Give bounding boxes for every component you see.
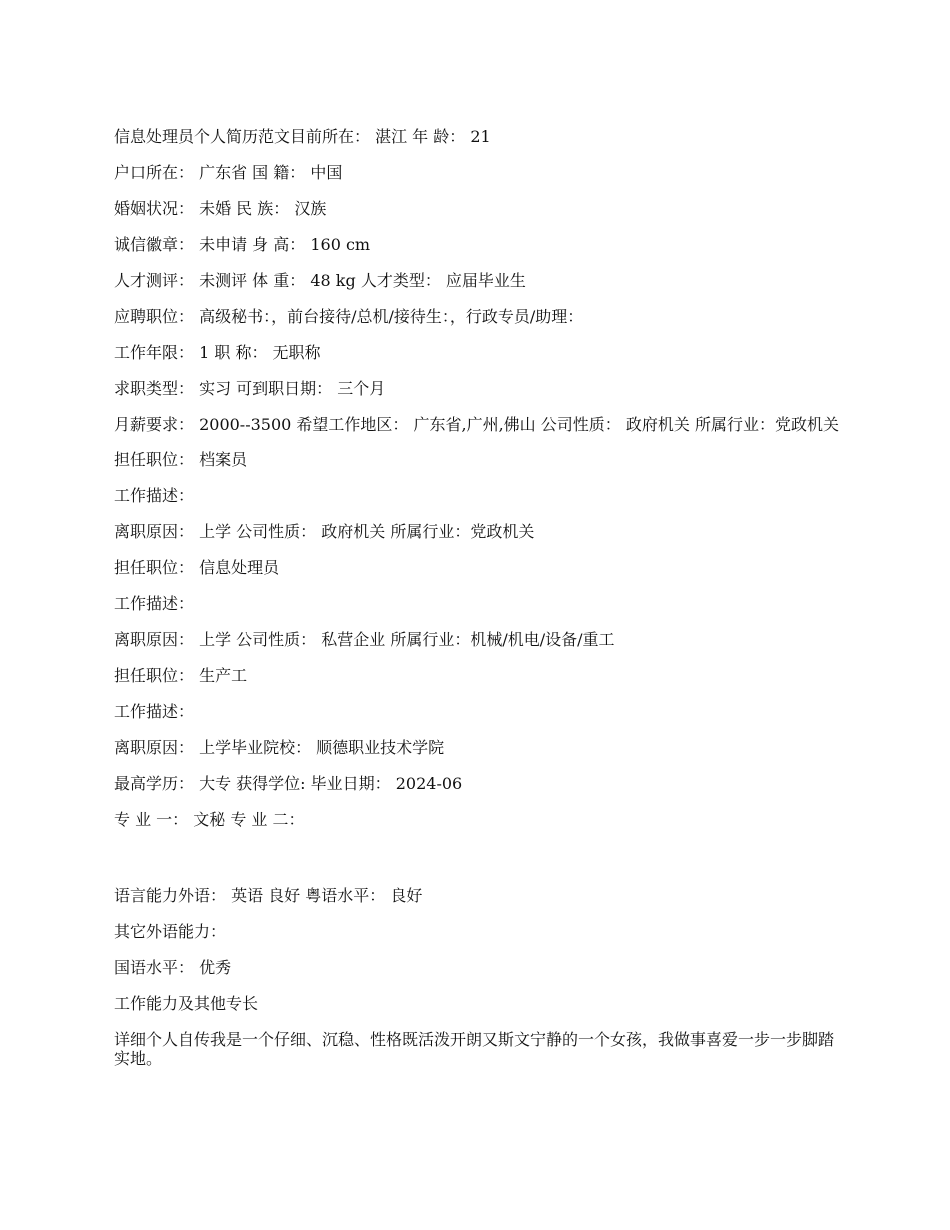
work-description-label-3: 工作描述： [114,702,195,721]
work-description-label-1: 工作描述： [114,486,195,505]
leave-reason-school-line: 离职原因： 上学毕业院校： 顺德职业技术学院 [114,738,445,757]
education-line: 最高学历： 大专 获得学位: 毕业日期： 2024-06 [114,774,463,793]
work-description-label-2: 工作描述： [114,594,195,613]
current-location-age-line: 信息处理员个人简历范文目前所在： 湛江 年 龄： 21 [114,127,491,146]
position-info-processor-line: 担任职位： 信息处理员 [114,558,280,577]
marital-ethnicity-line: 婚姻状况： 未婚 民 族： 汉族 [114,199,327,218]
self-introduction-line: 详细个人自传我是一个仔细、沉稳、性格既活泼开朗又斯文宁静的一个女孩，我做事喜爱一步一步脚踏实地。 [114,1030,835,1068]
mandarin-level-line: 国语水平： 优秀 [114,958,232,977]
major-line: 专 业 一： 文秘 专 业 二： [114,810,305,829]
household-nationality-line: 户口所在： 广东省 国 籍： 中国 [114,163,343,182]
position-archivist-line: 担任职位： 档案员 [114,450,248,469]
leave-reason-line-1: 离职原因： 上学 公司性质： 政府机关 所属行业：党政机关 [114,522,535,541]
leave-reason-line-2: 离职原因： 上学 公司性质： 私营企业 所属行业：机械/机电/设备/重工 [114,630,615,649]
language-ability-line: 语言能力外语： 英语 良好 粤语水平： 良好 [114,886,423,905]
section-gap [114,846,840,886]
resume-document [114,127,840,1084]
experience-title-line: 工作年限： 1 职 称： 无职称 [114,343,321,362]
salary-location-industry-line: 月薪要求： 2000--3500 希望工作地区： 广东省,广州,佛山 公司性质： 政府机关 所属行业：党政机关 [114,415,839,434]
position-production-line: 担任职位： 生产工 [114,666,248,685]
other-languages-line: 其它外语能力： [114,922,227,941]
applied-positions-line: 应聘职位： 高级秘书：，前台接待/总机/接待生：，行政专员/助理： [114,307,584,326]
assessment-weight-type-line: 人才测评： 未测评 体 重： 48 kg 人才类型： 应届毕业生 [114,271,526,290]
badge-height-line: 诚信徽章： 未申请 身 高： 160 cm [114,235,371,254]
job-type-availability-line: 求职类型： 实习 可到职日期： 三个月 [114,379,386,398]
skills-heading-line: 工作能力及其他专长 [114,994,259,1013]
